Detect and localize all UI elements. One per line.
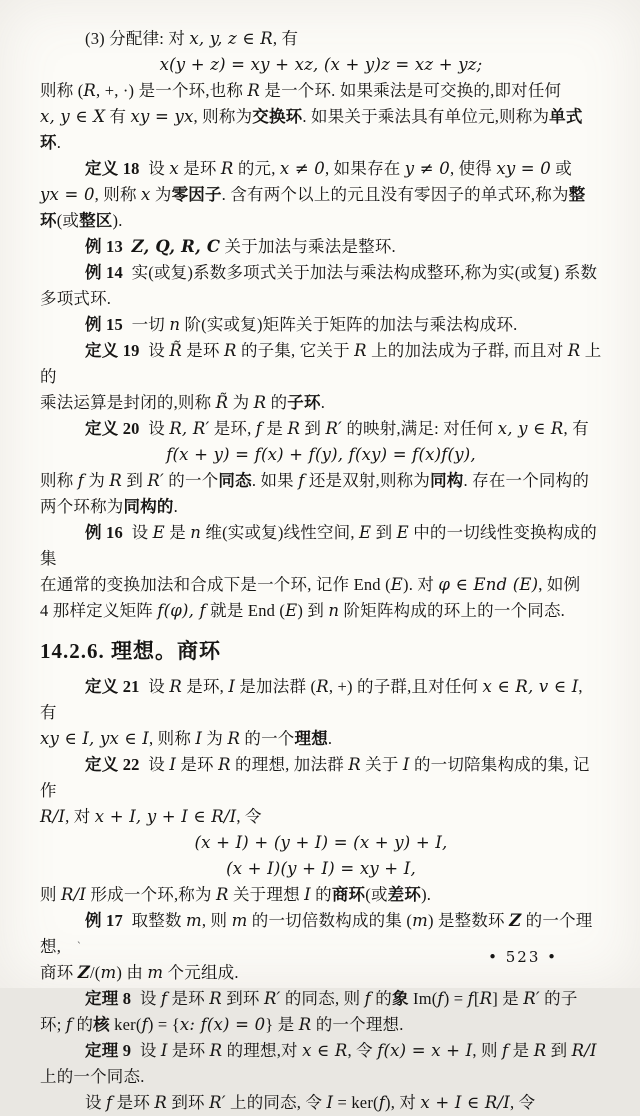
text-line [40, 234, 602, 260]
text-segment: 到 [546, 1041, 572, 1060]
text-segment: [ [473, 989, 480, 1008]
text-segment: . [173, 497, 178, 516]
text-segment: n [190, 523, 202, 542]
text-line [40, 104, 602, 130]
text-segment: f [437, 989, 444, 1008]
text-segment: 的 [310, 885, 332, 904]
text-segment: 关于加法与乘法是整环. [220, 237, 396, 256]
text-segment: R [83, 81, 97, 100]
text-segment: f [141, 1015, 148, 1034]
text-segment: 形成一个环,称为 [86, 885, 217, 904]
text-line [40, 78, 602, 104]
text-segment: R [316, 677, 329, 696]
text-segment: 有 [105, 107, 131, 126]
text-segment: (或 [56, 211, 80, 230]
page-number: • 523 • [488, 948, 558, 966]
text-segment: (x + I) + (y + I) = (x + y) + I, [194, 833, 448, 852]
text-segment: 环 [40, 211, 57, 230]
text-segment: ), 对 [385, 1093, 421, 1112]
text-segment: 上的加法成为子群, 而且对 [366, 341, 568, 360]
text-segment: 的一切陪集构成的集, 记作 [40, 755, 590, 800]
text-segment: 中的一切线性变换构成的集 [40, 523, 597, 568]
text-line [40, 52, 602, 78]
text-segment: R̃ [215, 393, 229, 412]
text-segment: . [327, 729, 333, 748]
text-segment: , +) 的子群,且对任何 [328, 677, 483, 696]
text-segment: x(y + z) = xy + xz, (x + y)z = xz + yz; [159, 55, 483, 74]
text-segment: . 如果 [251, 471, 299, 490]
text-segment: 上的同态, 令 [225, 1093, 327, 1112]
text-segment: 商环 [331, 885, 366, 904]
text-segment: R [253, 393, 267, 412]
text-segment: f [467, 989, 474, 1008]
text-segment: 是环 [181, 341, 224, 360]
text-line [40, 1012, 602, 1038]
text-segment: f [77, 471, 85, 490]
text-segment: 整区 [79, 211, 113, 230]
text-segment: I [169, 755, 177, 774]
text-line [40, 182, 602, 208]
text-segment: . 如果关于乘法具有单位元,则称为 [302, 107, 550, 126]
text-segment: 设 [139, 341, 170, 360]
text-segment: R [109, 471, 123, 490]
text-segment: 一切 [122, 315, 170, 334]
text-segment: 定义 18 [85, 159, 140, 178]
text-segment: f(x) = x + I [377, 1041, 473, 1060]
text-segment: . [56, 133, 62, 152]
text-segment: 设 [85, 1093, 107, 1112]
text-segment: ) = { [147, 1015, 180, 1034]
text-segment: 是 [164, 523, 191, 542]
text-segment: /( [89, 963, 101, 982]
text-segment: 的一个理想, [40, 911, 593, 956]
text-segment: 象 [391, 989, 409, 1008]
text-segment: Z [77, 963, 90, 982]
text-segment: 则 [40, 885, 62, 904]
text-segment: f [378, 1093, 386, 1112]
text-segment: 是 [508, 1041, 534, 1060]
text-segment: R [169, 677, 182, 696]
text-line [40, 674, 602, 726]
text-line [40, 856, 602, 882]
text-segment: 整 [568, 185, 586, 204]
text-segment: (或 [365, 885, 388, 904]
text-segment: 取整数 [122, 911, 187, 930]
text-line [40, 804, 602, 830]
text-segment: 交换环 [252, 107, 303, 126]
text-segment: 理想 [294, 729, 328, 748]
text-segment: 定理 9 [85, 1041, 132, 1060]
text-segment: x: f(x) = 0 [179, 1015, 266, 1034]
text-segment: 的元, [233, 159, 280, 178]
text-segment: xy = 0 [496, 159, 551, 178]
text-segment: 同构 [430, 471, 464, 490]
text-segment: I [402, 755, 410, 774]
text-segment: 是加法群 ( [235, 677, 317, 696]
text-segment: ) 是整数环 [427, 911, 510, 930]
text-segment: 的子 [539, 989, 578, 1008]
text-segment: 上的 [40, 341, 602, 386]
text-segment: x ≠ 0 [279, 159, 326, 178]
text-line [40, 338, 602, 390]
text-segment: 则称 ( [40, 81, 84, 100]
text-segment: R [298, 1015, 312, 1034]
text-segment: ) 由 [116, 963, 148, 982]
text-segment: 核 [93, 1015, 110, 1034]
text-segment: x, y, z ∈ R [189, 29, 273, 48]
text-segment: 为 [228, 393, 254, 412]
text-segment: E [359, 523, 372, 542]
text-segment: 例 14 [85, 263, 123, 282]
text-segment: Z [509, 911, 522, 930]
text-segment: ). [421, 885, 432, 904]
text-segment: 的一个 [240, 729, 295, 748]
text-line [40, 442, 602, 468]
text-segment: 的 [72, 1015, 94, 1034]
text-segment: 同态 [218, 471, 252, 490]
text-segment: , +, ·) 是一个环,也称 [96, 81, 248, 100]
text-segment: 乘法运算是封闭的,则称 [40, 393, 216, 412]
text-segment: , 有 [40, 677, 588, 722]
text-segment: 零因子 [171, 185, 222, 204]
text-line [40, 1064, 602, 1090]
text-segment: 是环, [181, 677, 229, 696]
text-segment: R [247, 81, 261, 100]
text-segment: x [141, 185, 151, 204]
text-segment: I [326, 1093, 334, 1112]
text-segment: 定义 19 [85, 341, 140, 360]
text-segment: x ∈ R, v ∈ I [482, 677, 579, 696]
text-segment: R′ [325, 419, 343, 438]
text-segment: 就是 End ( [205, 601, 286, 620]
text-segment: R′ [523, 989, 540, 1008]
text-segment: xy ∈ I, yx ∈ I [40, 729, 149, 748]
text-segment: 环; [40, 1015, 66, 1034]
text-segment: , 则 [201, 911, 232, 930]
text-line [40, 598, 602, 624]
text-segment: R̃ [169, 341, 182, 360]
text-segment: 或 [550, 159, 572, 178]
text-segment: Im( [408, 989, 438, 1008]
text-segment: E [390, 575, 404, 594]
text-segment: R [220, 159, 234, 178]
text-segment: R [216, 885, 229, 904]
text-segment: φ ∈ End (E) [438, 575, 539, 594]
text-segment: 到环 [221, 989, 264, 1008]
text-segment: , 有 [272, 29, 299, 48]
text-segment: R′ [209, 1093, 226, 1112]
text-line [40, 416, 602, 442]
text-segment: x, y ∈ X [40, 107, 106, 126]
text-segment: x + I ∈ R/I [420, 1093, 510, 1112]
text-segment: 例 16 [85, 523, 123, 542]
text-segment: 实(或复)系数多项式关于加法与乘法构成整环,称为实(或复) 系数 [122, 263, 598, 282]
text-segment: R/I [61, 885, 87, 904]
text-segment: R [218, 755, 231, 774]
text-segment: 阶矩阵构成的环上的一个同态. [339, 601, 565, 620]
text-segment: (3) 分配律: 对 [85, 29, 190, 48]
text-segment: , 令 [347, 1041, 378, 1060]
text-line [40, 986, 602, 1012]
text-segment: 例 13 [85, 237, 123, 256]
text-segment: m [100, 963, 117, 982]
text-segment: x ∈ R [302, 1041, 348, 1060]
text-segment: I [228, 677, 236, 696]
text-segment: 的理想,对 [222, 1041, 303, 1060]
text-segment: R [154, 1093, 168, 1112]
text-segment: R, R′ [169, 419, 210, 438]
section-heading [40, 636, 602, 666]
text-segment: 关于理想 [228, 885, 305, 904]
text-segment: 设 [131, 989, 161, 1008]
text-segment: 到 [300, 419, 326, 438]
text-segment: n [169, 315, 181, 334]
text-segment: m [147, 963, 164, 982]
text-segment: x + I, y + I ∈ R/I [94, 807, 237, 826]
text-segment: 定义 21 [85, 677, 140, 696]
text-line [40, 130, 602, 156]
text-segment: 设 [139, 159, 170, 178]
text-line [40, 468, 602, 494]
text-segment: 14.2.6. 理想。商环 [40, 639, 221, 663]
text-segment: 关于 [360, 755, 403, 774]
text-segment: 是环 [167, 1041, 210, 1060]
text-segment: 是环, [209, 419, 256, 438]
text-segment: . 存在一个同构的 [463, 471, 590, 490]
text-segment: f(x + y) = f(x) + f(y), f(xy) = f(x)f(y), [166, 445, 476, 464]
text-segment: 是环 [112, 1093, 155, 1112]
text-segment: R [479, 989, 493, 1008]
text-segment: 的理想, 加法群 [230, 755, 349, 774]
text-segment: I [195, 729, 203, 748]
text-segment: 的 [370, 989, 392, 1008]
text-segment: 是一个环. 如果乘法是可交换的,即对任何 [260, 81, 562, 100]
text-segment: ] 是 [492, 989, 524, 1008]
text-line [40, 726, 602, 752]
text-line [40, 494, 602, 520]
text-segment: R/I [571, 1041, 597, 1060]
text-segment: 定义 20 [85, 419, 140, 438]
text-segment: R′ [147, 471, 164, 490]
text-segment: 差环 [387, 885, 422, 904]
text-segment: R [287, 419, 301, 438]
text-segment: 的同态, 则 [280, 989, 365, 1008]
text-line [40, 520, 602, 572]
text-line [40, 286, 602, 312]
text-segment: R [348, 755, 361, 774]
text-segment: f [106, 1093, 113, 1112]
text-segment: 设 [139, 419, 170, 438]
text-segment: 阶(实或复)矩阵关于矩阵的加法与乘法构成环. [180, 315, 518, 334]
text-segment: 的子集, 它关于 [236, 341, 355, 360]
text-segment: , 令 [509, 1093, 536, 1112]
text-line [40, 156, 602, 182]
text-segment: 是 [262, 419, 288, 438]
text-segment: R [224, 341, 237, 360]
text-segment: 例 17 [85, 911, 123, 930]
text-segment: 环 [40, 133, 57, 152]
text-segment: 设 [139, 677, 170, 696]
text-segment: 到环 [167, 1093, 210, 1112]
text-segment: I [304, 885, 311, 904]
text-segment: 在通常的变换加法和合成下是一个环, 记作 End ( [40, 575, 391, 594]
text-segment: 是环 [167, 989, 210, 1008]
text-segment: 多项式环. [40, 289, 112, 308]
text-segment: , 有 [563, 419, 589, 438]
text-segment: f [160, 989, 168, 1008]
text-segment: R [533, 1041, 547, 1060]
text-segment: 为 [202, 729, 228, 748]
text-segment: f [255, 419, 263, 438]
text-segment: f(φ), f [157, 601, 206, 620]
text-segment: ) 到 [297, 601, 329, 620]
text-segment: E [285, 601, 298, 620]
text-segment: Z, Q, R, C [131, 237, 221, 256]
text-segment: 定义 22 [85, 755, 140, 774]
text-segment: E [396, 523, 409, 542]
text-segment: 维(实或复)线性空间, [201, 523, 360, 542]
text-segment: , 如例 [538, 575, 581, 594]
text-segment: 设 [122, 523, 153, 542]
text-segment: , 则称为 [193, 107, 253, 126]
text-segment: yx = 0 [40, 185, 95, 204]
text-segment: R [209, 989, 222, 1008]
text-segment: (x + I)(y + I) = xy + I, [226, 859, 416, 878]
text-segment: ). [112, 211, 123, 230]
text-line [40, 260, 602, 286]
text-segment: 子环 [287, 393, 321, 412]
text-segment: f [364, 989, 371, 1008]
text-segment: 个元组成. [163, 963, 239, 982]
text-line [40, 1090, 602, 1116]
text-segment: R [227, 729, 241, 748]
text-segment: 的一个 [163, 471, 219, 490]
text-segment: 4 那样定义矩阵 [40, 601, 158, 620]
text-line [40, 1038, 602, 1064]
text-segment: xy = yx [130, 107, 194, 126]
text-segment: ker( [109, 1015, 142, 1034]
text-segment: , 则 [472, 1041, 503, 1060]
text-segment: x [169, 159, 179, 178]
text-segment: 则称 [40, 471, 78, 490]
text-segment: 单式 [549, 107, 583, 126]
text-line [40, 572, 602, 598]
text-line [40, 26, 602, 52]
text-segment: R [354, 341, 367, 360]
text-segment: = ker( [333, 1093, 379, 1112]
text-segment: , 对 [65, 807, 95, 826]
text-segment: , 则称 [149, 729, 196, 748]
text-line [40, 390, 602, 416]
text-segment: f [65, 1015, 73, 1034]
text-segment: . 含有两个以上的元且没有零因子的单式环,称为 [221, 185, 569, 204]
text-segment: f [502, 1041, 509, 1060]
text-segment: E [152, 523, 165, 542]
text-segment: 商环 [40, 963, 78, 982]
text-segment: 的映射,满足: 对任何 [342, 419, 498, 438]
text-segment: 的 [266, 393, 288, 412]
text-segment: R [209, 1041, 223, 1060]
text-line [40, 752, 602, 804]
text-segment: , 令 [236, 807, 262, 826]
text-segment: } 是 [265, 1015, 299, 1034]
text-segment: f [298, 471, 305, 490]
text-segment: , 则称 [94, 185, 142, 204]
text-segment: I [160, 1041, 168, 1060]
text-segment: , 使得 [449, 159, 497, 178]
text-segment: 是环 [176, 755, 219, 774]
text-segment [123, 237, 132, 256]
text-segment: . [320, 393, 326, 412]
text-segment: 为 [84, 471, 110, 490]
text-segment: 同构的 [123, 497, 174, 516]
text-segment: 到 [371, 523, 397, 542]
text-segment: n [328, 601, 340, 620]
text-segment: 设 [139, 755, 170, 774]
text-segment: m [412, 911, 428, 930]
text-segment: x, y ∈ R [497, 419, 564, 438]
text-line [40, 208, 602, 234]
text-segment: R′ [263, 989, 281, 1008]
text-segment: 例 15 [85, 315, 123, 334]
text-segment: m [231, 911, 248, 930]
text-line [40, 830, 602, 856]
text-segment: 是环 [178, 159, 221, 178]
text-line [40, 312, 602, 338]
text-segment: 定理 8 [85, 989, 132, 1008]
text-segment: ). 对 [403, 575, 439, 594]
text-segment: 设 [131, 1041, 161, 1060]
scan-artifact-mark: ` [74, 938, 82, 954]
text-segment: R/I [40, 807, 66, 826]
text-segment: , 如果存在 [325, 159, 405, 178]
text-segment: 还是双射,则称为 [304, 471, 431, 490]
text-segment: 为 [150, 185, 172, 204]
text-segment: 的一个理想. [311, 1015, 404, 1034]
text-line [40, 882, 602, 908]
text-segment: ) = [443, 989, 468, 1008]
text-segment: 上的一个同态. [40, 1067, 145, 1086]
text-segment: 到 [122, 471, 148, 490]
text-segment: R [567, 341, 581, 360]
text-segment: 的一切倍数构成的集 ( [247, 911, 413, 930]
text-segment: m [186, 911, 202, 930]
text-segment: y ≠ 0 [404, 159, 450, 178]
text-segment: 两个环称为 [40, 497, 124, 516]
